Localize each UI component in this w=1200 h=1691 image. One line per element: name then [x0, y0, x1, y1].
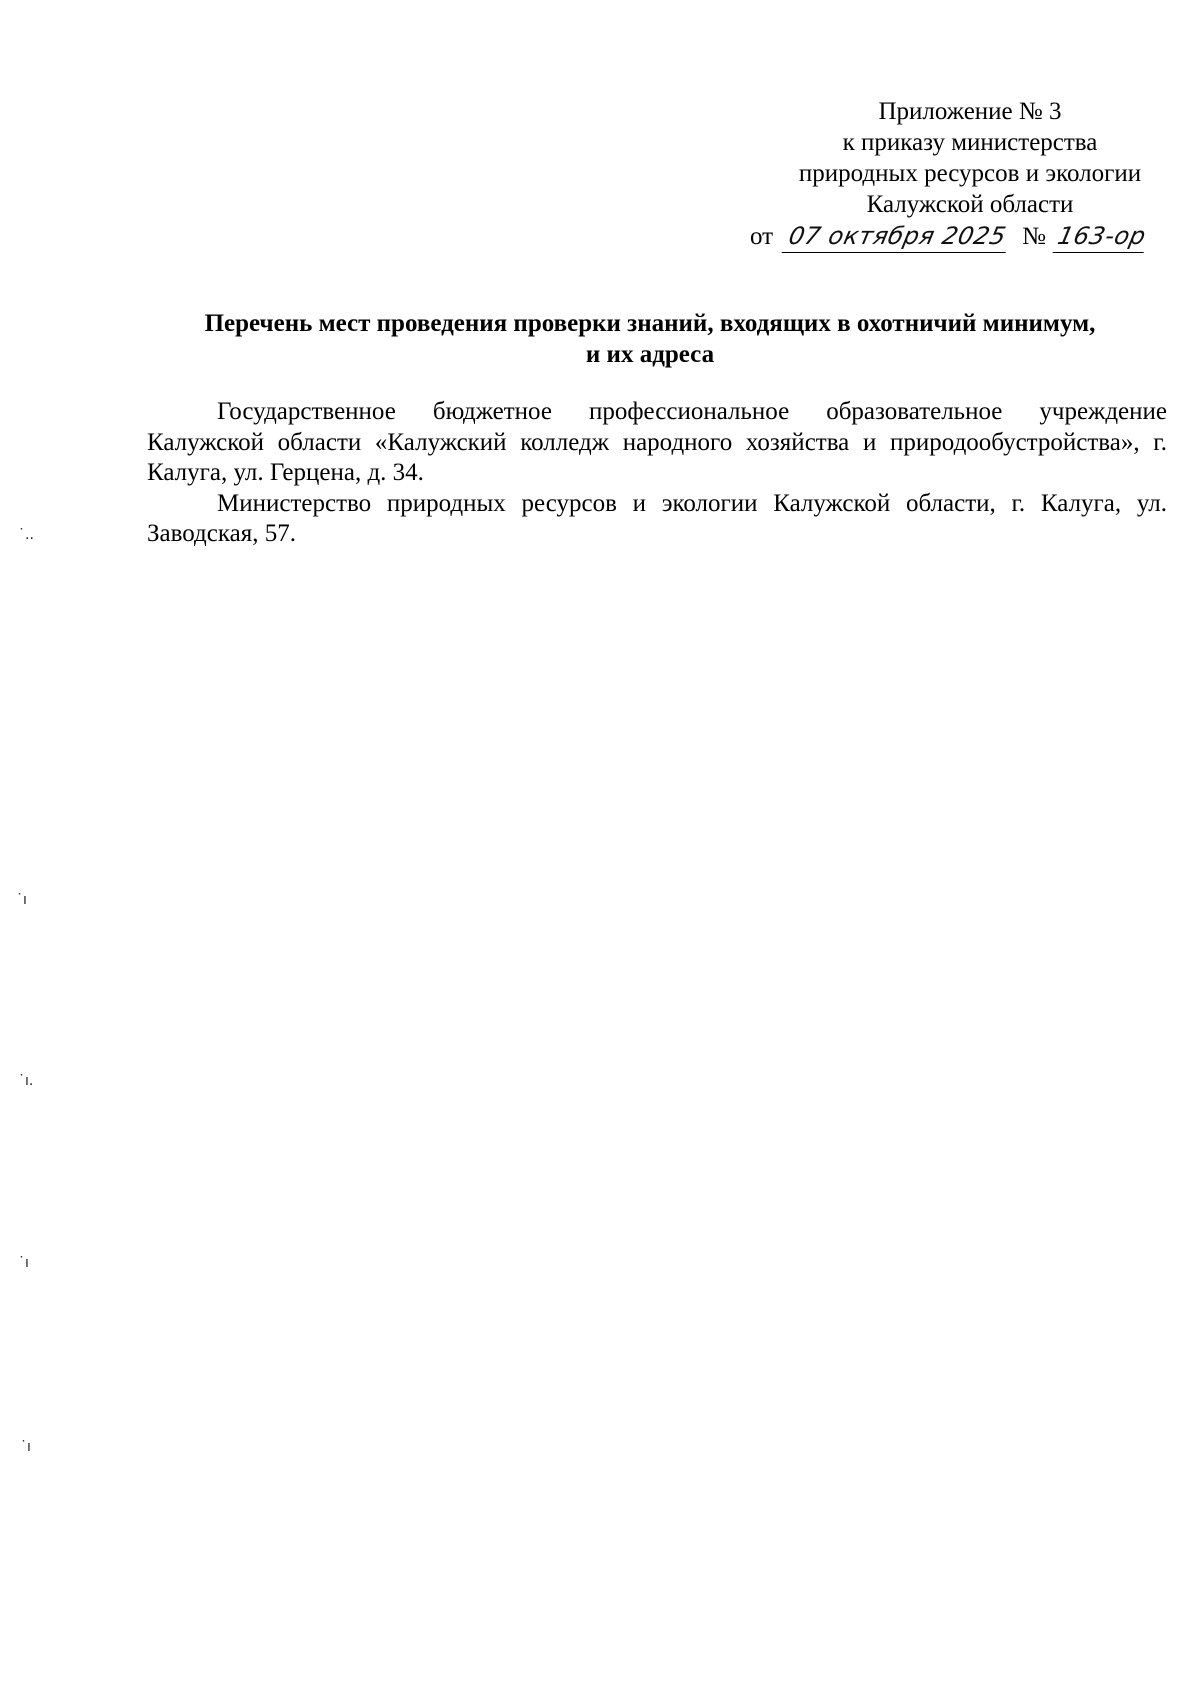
scan-speck: ˙.. [18, 527, 34, 543]
scan-speck: ˙ı. [18, 1073, 34, 1089]
handwritten-date: 07 октября 2025 [782, 221, 1013, 253]
paragraph-college: Государственное бюджетное профессиональное образовательное учреждение Калужской области «Калужский колледж народного хозяйства и природообустройства», г. Калуга, ул. Герцена, д. 34. [147, 398, 1167, 486]
annex-header [750, 96, 1170, 253]
annex-ministry: природных ресурсов и экологии [798, 160, 1142, 187]
annex-title: Приложение № 3 [878, 98, 1062, 125]
number-prefix: № [1022, 223, 1046, 250]
annex-order-ref: к приказу министерства [842, 129, 1098, 156]
scan-speck: ˙ı [18, 1255, 29, 1271]
date-prefix: от [750, 223, 774, 250]
paragraph-ministry: Министерство природных ресурсов и экологии Калужской области, г. Калуга, ул. Заводская, 57. [147, 489, 1167, 547]
annex-region: Калужской области [866, 191, 1074, 218]
title-line-2: и их адреса [585, 341, 715, 368]
scan-speck: ˙ı [16, 892, 27, 908]
document-body [147, 397, 1167, 550]
document-title [140, 308, 1160, 370]
scan-speck: ˙ı [20, 1439, 31, 1455]
title-line-1: Перечень мест проведения проверки знаний, входящих в охотничий минимум, [204, 310, 1096, 337]
handwritten-number: 163-ор [1053, 221, 1151, 253]
annex-date-line [750, 221, 1170, 253]
